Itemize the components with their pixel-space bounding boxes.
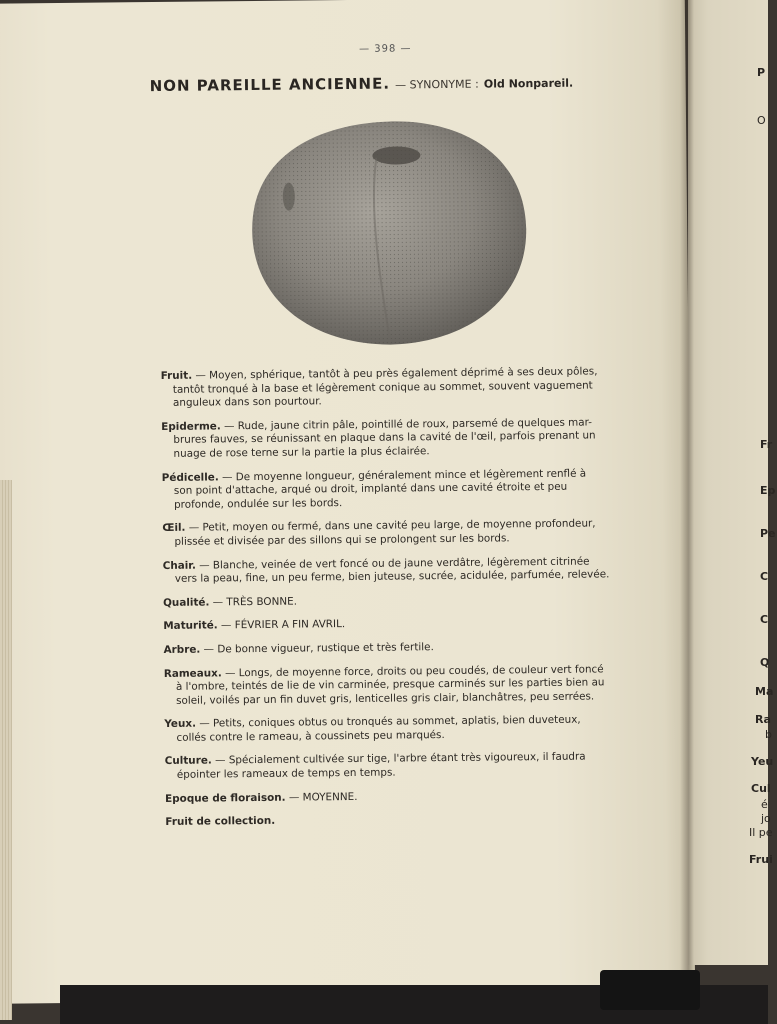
right-page-text	[749, 0, 777, 965]
right-page-fragment: Pe	[760, 527, 776, 540]
right-page-fragment: P	[757, 66, 766, 79]
right-page-fragment: Ep	[760, 484, 776, 497]
right-page-fragment: Ma	[755, 685, 774, 698]
entry-collection: Fruit de collection.	[165, 815, 276, 829]
entry-culture: Culture. — Spécialement cultivée sur tige, l'arbre étant très vigoureux, il faudra épointer les rameaux de temps en temps.	[164, 751, 586, 781]
right-page-fragment: Fr	[760, 438, 773, 451]
right-page-fragment: Ra	[755, 713, 771, 726]
entry-arbre: Arbre. — De bonne vigueur, rustique et très fertile.	[163, 641, 434, 656]
variety-title: NON PAREILLE ANCIENNE.	[149, 74, 391, 96]
right-page-fragment: Q	[760, 656, 770, 669]
right-page-fragment: b	[765, 728, 772, 741]
entry-oeil: Œil. — Petit, moyen ou fermé, dans une cavité peu large, de moyenne profondeur, plissée et divisée par des sillons qui se prolongent sur les bords.	[162, 517, 596, 548]
entry-pedicelle: Pédicelle. — De moyenne longueur, généralement mince et légèrement renflé à son point d'attache, arqué ou droit, implanté dans une cavité étroite et peu profonde, ondulée sur les bords.	[161, 467, 587, 511]
entry-yeux: Yeux. — Petits, coniques obtus ou tronqués au sommet, aplatis, bien duveteux, collés contre le rameau, à coussinets peu marqués.	[164, 713, 581, 744]
entry-epiderme: Epiderme. — Rude, jaune citrin pâle, pointillé de roux, parsemé de quelques mar- brures fauves, se réunissant en plaque dans la cavité de l'œil, parfois prenant un nuage de rose terne sur la partie la plus éclairée.	[161, 416, 596, 460]
synonym-value: Old Nonpareil.	[483, 76, 574, 91]
synonym-label: — SYNONYME :	[395, 77, 479, 92]
apple-illustration	[248, 116, 530, 349]
right-page	[688, 0, 768, 965]
page-edges	[0, 480, 12, 1020]
right-page-fragment: C	[760, 570, 769, 583]
description-list	[161, 365, 622, 840]
right-page-fragment: Cul	[751, 782, 771, 795]
entry-qualite: Qualité. — TRÈS BONNE.	[163, 595, 298, 609]
entry-chair: Chair. — Blanche, veinée de vert foncé ou de jaune verdâtre, légèrement citrinée vers la peau, fine, un peu ferme, bien juteuse, sucrée, acidulée, parfumée, relevée.	[162, 555, 610, 585]
right-page-fragment: C	[760, 613, 769, 626]
entry-rameaux: Rameaux. — Longs, de moyenne force, droits ou peu coudés, de couleur vert foncé à l'ombre, teintés de lie de vin carminée, presque carminés sur les parties bien au soleil, voilés par un fin duvet gris, lenticelles gris clair, blanchâtres, peu serrées.	[163, 662, 605, 707]
entry-floraison: Epoque de floraison. — MOYENNE.	[165, 790, 358, 805]
right-page-fragment: Yeu	[751, 755, 774, 768]
page-number: — 398 —	[358, 43, 412, 55]
right-page-fragment: jo	[761, 812, 771, 825]
book-gutter	[680, 0, 694, 1000]
right-page-fragment: O	[757, 114, 766, 127]
entry-fruit: Fruit. — Moyen, sphérique, tantôt à peu près également déprimé à ses deux pôles, tantôt tronqué à la base et légèrement conique au sommet, souvent vaguement anguleux dans son pourtour.	[160, 365, 598, 410]
entry-maturite: Maturité. — FÉVRIER A FIN AVRIL.	[163, 618, 346, 633]
right-page-fragment: é	[761, 798, 768, 811]
right-page-fragment: Frui	[749, 853, 773, 866]
right-page-fragment: Il pe	[749, 826, 773, 839]
title-line	[150, 71, 630, 95]
book-clip	[600, 970, 700, 1010]
